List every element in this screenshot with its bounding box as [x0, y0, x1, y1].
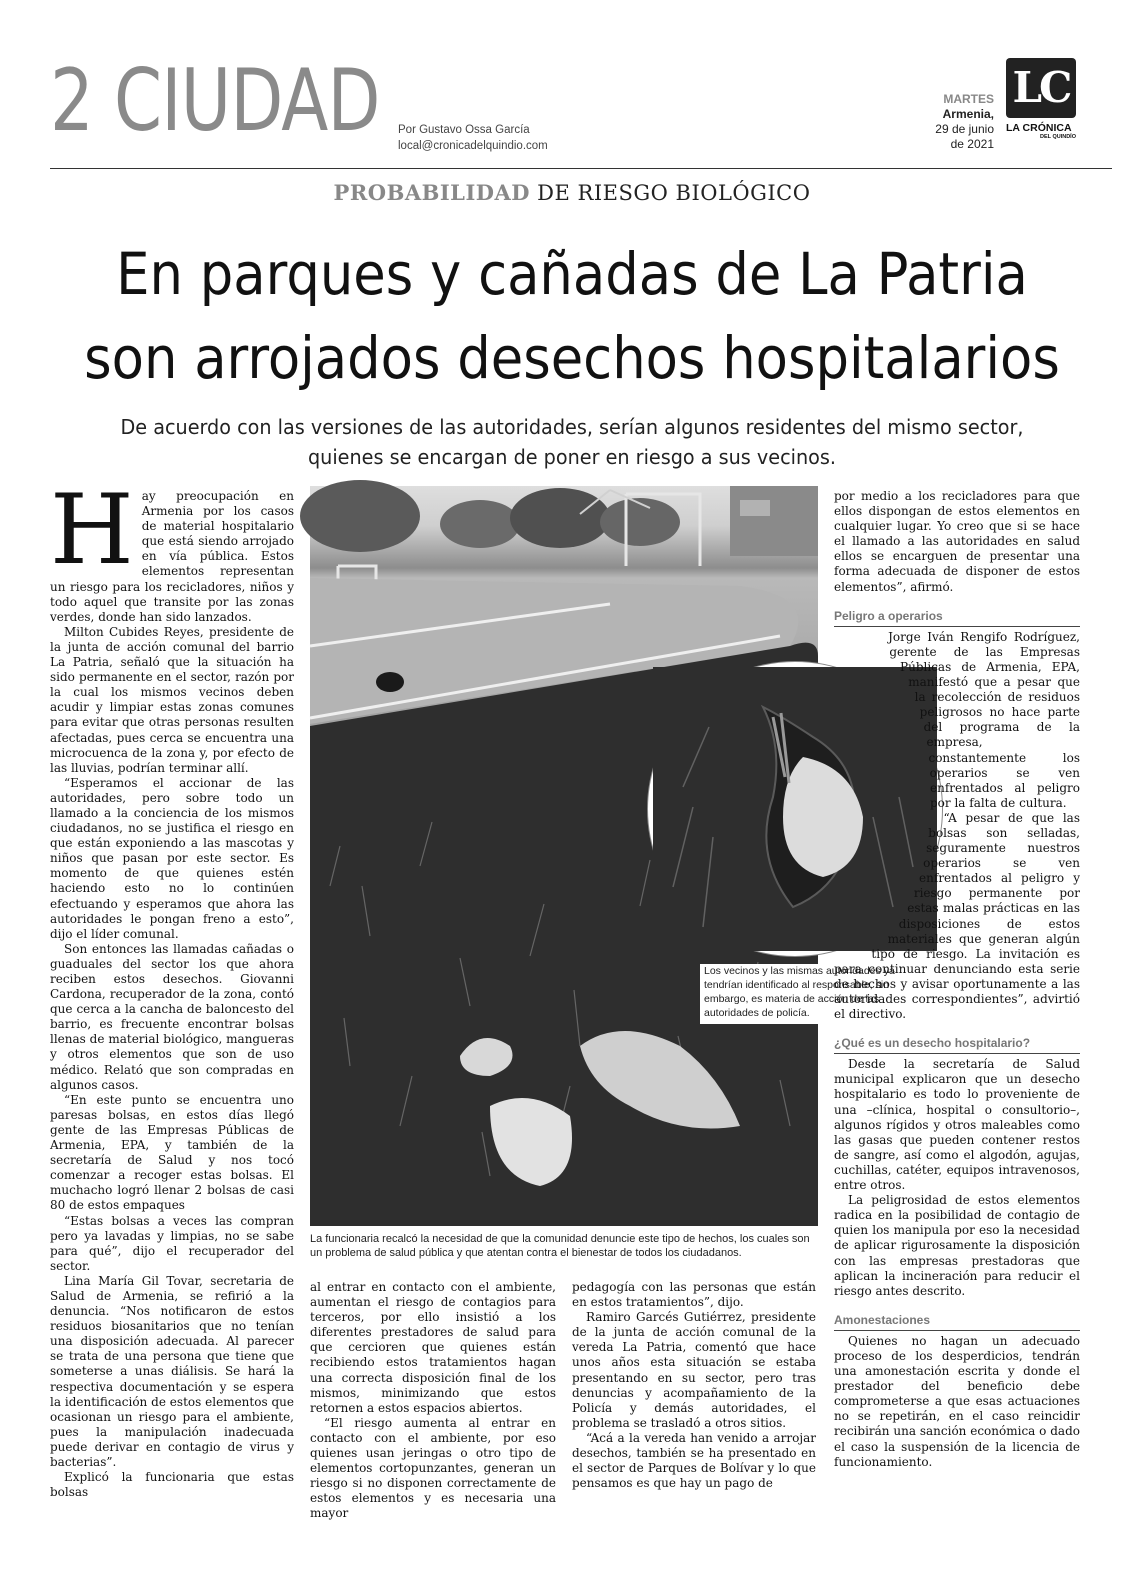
date-line-2: de 2021 — [950, 137, 994, 151]
city: Armenia, — [942, 107, 994, 121]
paragraph: La peligrosidad de estos elementos radica en la posibilidad de contagio de quien los manipula por eso la necesidad de aplicar rigurosamente la disposición con las empresas prestadoras que aplican la incineración para reducir el riesgo antes descrito. — [834, 1193, 1080, 1298]
paragraph: Milton Cubides Reyes, presidente de la junta de acción comunal del barrio La Patria, señaló que la situación ha sido permanente en el sector, razón por la cual los mismos vecinos deben acudir y limpiar estas zonas comunes para evitar que otras personas resulten afectadas, pues cerca se encuentra una microcuenca de la zona y, por efecto de las lluvias, podrían terminar allí. — [50, 624, 294, 775]
paragraph: “Estas bolsas a veces las compran pero ya lavadas y limpias, no se sabe para qué”, dijo el recuperador del sector. — [50, 1213, 294, 1273]
paragraph: Quienes no hagan un adecuado proceso de los desperdicios, tendrán una amonestación escrita y donde el prestador del beneficio debe comprometerse a que esas actuaciones no se repetirán, en el caso reincidir recibirán una sanción económica o dado el caso la suspensión de la licencia de funcionamiento. — [834, 1333, 1080, 1469]
kicker-strong: PROBABILIDAD — [333, 180, 530, 205]
paragraph: Explicó la funcionaria que estas bolsas — [50, 1470, 294, 1500]
paragraph: por medio a los recicladores para que ellos dispongan de estos elementos en cualquier lugar. Yo creo que si se hace el llamado a las autoridades en salud ellos se encarguen de presentar una forma adecuada de disponer de estos elementos”, afirmó. — [834, 489, 1080, 594]
article-column-4 — [834, 489, 1080, 1569]
author: Por Gustavo Ossa García — [398, 124, 530, 136]
logo-name: LA CRÓNICA — [1006, 122, 1072, 134]
article-column-1 — [50, 474, 294, 1569]
headline-line-2: son arrojados desechos hospitalarios — [84, 324, 1060, 392]
kicker-rest: DE RIESGO BIOLÓGICO — [530, 181, 811, 205]
date-line-1: 29 de junio — [935, 122, 994, 136]
section-title: 2 CIUDAD — [50, 51, 380, 151]
paragraph: Lina María Gil Tovar, secretaria de Salud de Armenia, se refirió a la denuncia. “Nos notificaron de estos residuos biosanitarios que no tenían una disposición adecuada. Al parecer se trata de una persona que tiene que someterse a unas diálisis. Se hará la respectiva documentación y se espera la identificación de estos elementos que ocasionan un riesgo para el ambiente, pues la manipulación inadecuada puede derivar en contagio de virus y bacterias”. — [50, 1273, 294, 1469]
paragraph: Son entonces las llamadas cañadas o guaduales del sector los que ahora reciben estos desechos. Giovanni Cardona, recuperador de la zona, contó que cerca a la cancha de baloncesto del barrio, es frecuente encontrar bolsas llenas de material biológico, mangueras y otros elementos que son de uso médico. Relató que son compradas en algunos casos. — [50, 941, 294, 1092]
subheading-que-es: ¿Qué es un desecho hospitalario? — [834, 1036, 1080, 1054]
newspaper-logo — [1006, 58, 1082, 140]
article-column-3 — [572, 1280, 816, 1510]
deck — [80, 412, 1063, 472]
author-email: local@cronicadelquindio.com — [398, 140, 548, 152]
deck-line-2: quienes se encargan de poner en riesgo a sus vecinos. — [307, 445, 836, 469]
paragraph: “Esperamos el accionar de las autoridades, pero sobre todo un llamado a la conciencia de los mismos ciudadanos, no se justifica el riesgo en que están exponiendo a las mascotas y niños que pasan por este sector. Es momento de que quienes estén haciendo esto no lo continúen efectuando y esperamos que ahora las autoridades le pongan freno a esto”, dijo el líder comunal. — [50, 775, 294, 941]
paragraph: Ramiro Garcés Gutiérrez, presidente de la junta de acción comunal de la vereda La Patria, comentó que hace unos años esta situación se estaba presentando en su sector, pero tras denuncias y acompañamiento de la Policía y demás autoridades, el problema se trasladó a otros sitios. — [572, 1310, 816, 1430]
header-divider — [50, 168, 1112, 169]
paragraph: pedagogía con las personas que están en estos tratamientos”, dijo. — [572, 1280, 816, 1310]
paragraph: “El riesgo aumenta al entrar en contacto con el ambiente, por eso quienes usan jeringas o otro tipo de elementos cortopunzantes, generan un riesgo si no disponen correctamente de estos elementos y es necesaria una mayor — [310, 1415, 556, 1521]
logo-subname: DEL QUINDÍO — [1040, 134, 1076, 140]
article-column-2 — [310, 1280, 556, 1521]
paragraph: “Acá a la vereda han venido a arrojar desechos, también se ha presentado en el sector de Parques de Bolívar y lo que pensamos es que hay un pago de — [572, 1430, 816, 1491]
headline-line-1: En parques y cañadas de La Patria — [116, 240, 1028, 308]
byline — [398, 122, 548, 154]
paragraph: al entrar en contacto con el ambiente, aumentan el riesgo de contagios para terceros, por ello insistió a los diferentes prestadores de salud para que cercioren que quienes están recibiendo estos tratamientos hagan una correcta disposición final de los mismos, minimizando que estos retornen a estos espacios abiertos. — [310, 1280, 556, 1415]
kicker — [0, 180, 1144, 205]
paragraph: Jorge Iván Rengifo Rodríguez, gerente de las Empresas Públicas de Armenia, EPA, manifestó que a pesar que la recolección de residuos peligrosos no hace parte del programa de la empresa, constantemente los operarios se ven enfrentados al peligro por la falta de cultura. — [888, 629, 1080, 810]
main-photo-caption: La funcionaria recalcó la necesidad de que la comunidad denuncie este tipo de hechos, los cuales son un problema de salud pública y que atentan contra el bienestar de todos los ciudadanos. — [310, 1233, 810, 1259]
paragraph: “A pesar de que las bolsas son selladas, seguramente nuestros operarios se ven enfrentados al peligro y riesgo permanente por estas malas prácticas en las disposiciones de estos materiales que generan algún tipo de riesgo. La invitación es para continuar denunciando esta serie de hechos y avisar oportunamente a las autoridades correspondientes”, advirtió el directivo. — [834, 810, 1080, 1022]
subheading-peligro: Peligro a operarios — [834, 609, 1080, 627]
date-block — [935, 92, 994, 152]
paragraph: “En este punto se encuentra uno paresas bolsas, en estos días llegó gente de las Empresas Públicas de Armenia, EPA, y también de la secretaría de Salud y nos tocó comenzar a recoger estas bolsas. El muchacho logró llenar 2 bolsas de casi 80 de estos empaques — [50, 1092, 294, 1213]
paragraph: Desde la secretaría de Salud municipal explicaron que un desecho hospitalario es todo lo proveniente de una –clínica, hospital o consultorio–, algunos rígidos y otros maleables como las gasas que pueden contener restos de sangre, así como el algodón, agujas, cuchillas, catéter, equipos intravenosos, entre otros. — [834, 1057, 1080, 1193]
weekday: MARTES — [943, 92, 994, 106]
headline — [70, 232, 1075, 400]
paragraph: ay preocupación en Armenia por los casos de material hospitalario que está siendo arrojado en vía pública. Estos elementos representan un riesgo para los recicladores, niños y todo aquel que transite por las zonas verdes, donde han sido lanzados. — [50, 489, 294, 624]
subheading-amonestaciones: Amonestaciones — [834, 1313, 1080, 1331]
deck-line-1: De acuerdo con las versiones de las autoridades, serían algunos residentes del mismo sector, — [120, 415, 1024, 439]
logo-mark: LC — [1006, 58, 1076, 118]
drop-cap: H — [50, 474, 134, 586]
inset-photo-caption: Los vecinos y las mismas autoridades ya tendrían identificado al responsable, sin embargo, es materia de acción de las autoridades de policía. — [700, 964, 924, 1024]
